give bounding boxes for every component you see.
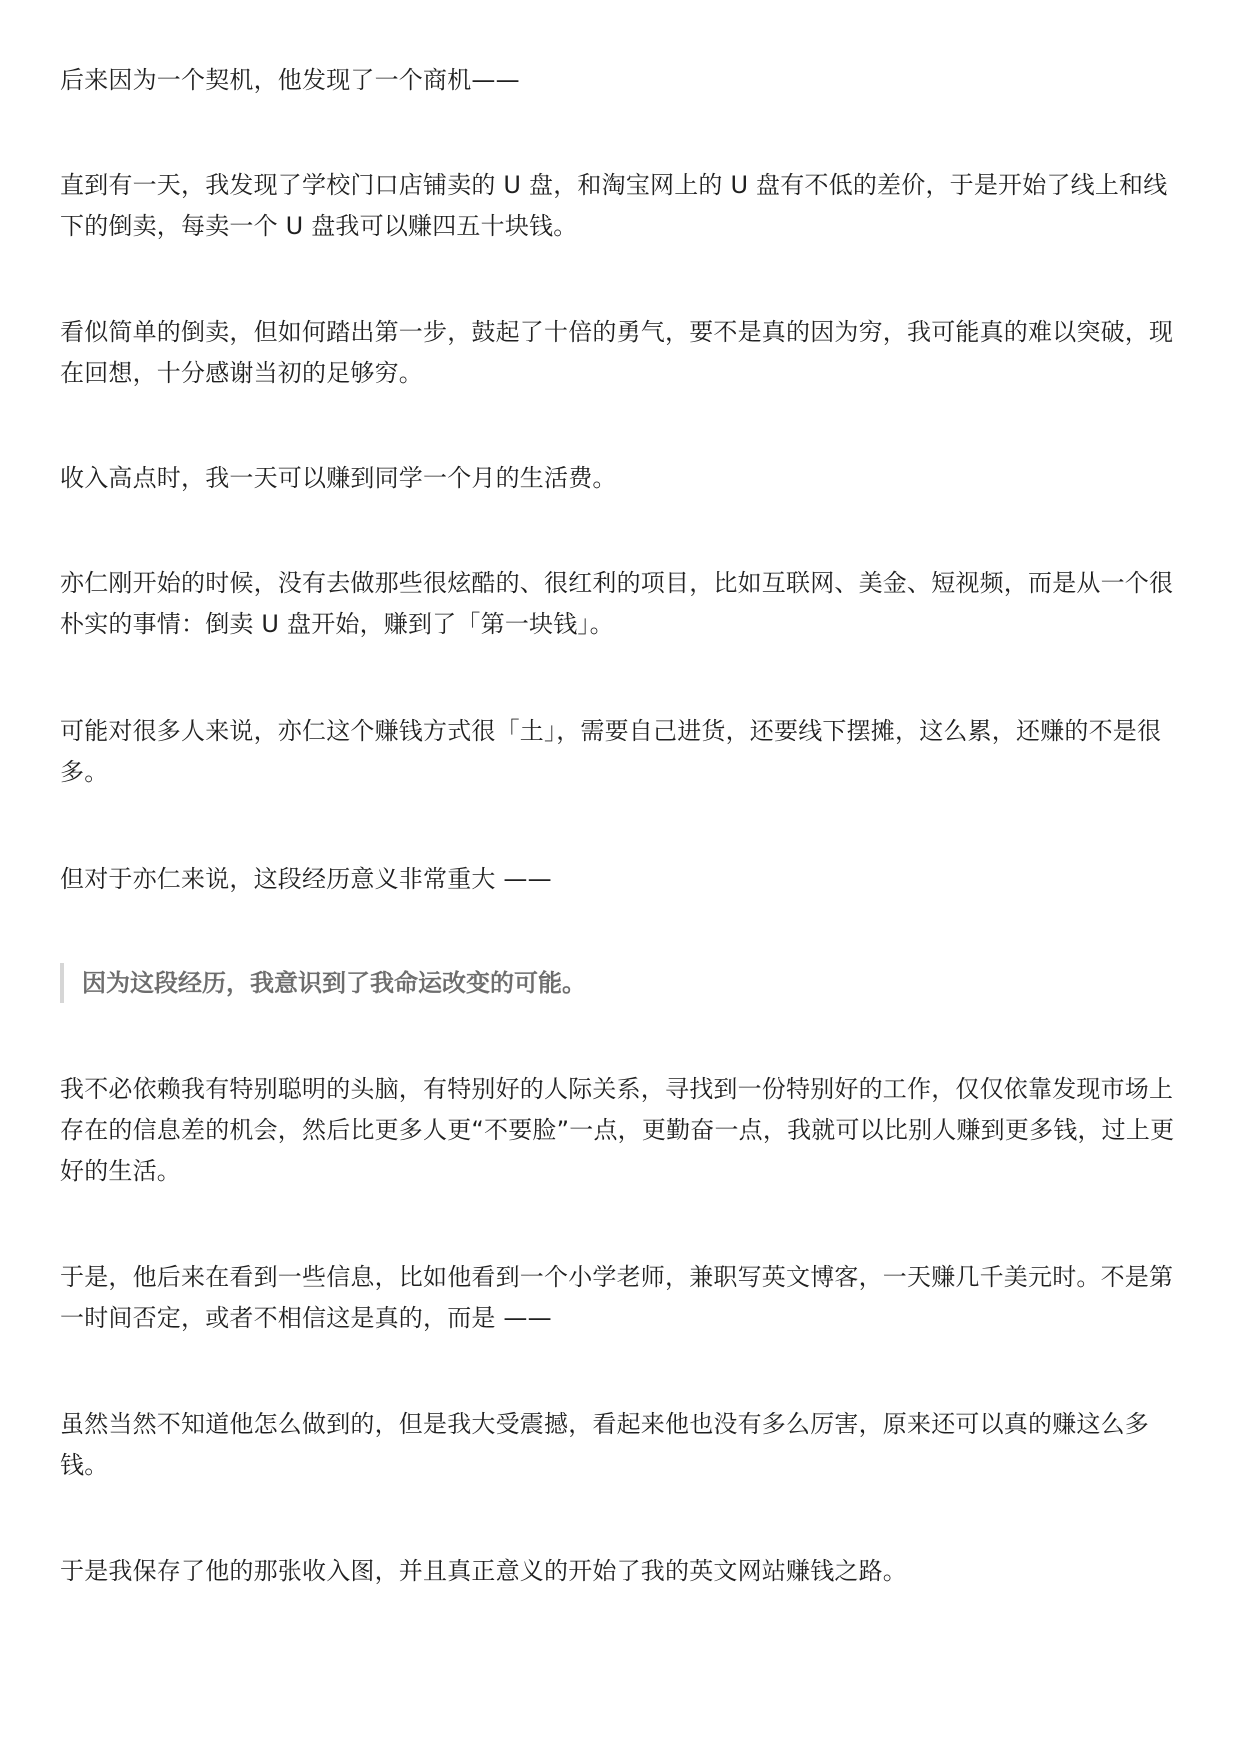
paragraph-4: 收入高点时，我一天可以赚到同学一个月的生活费。 xyxy=(60,464,617,492)
blockquote-text: 因为这段经历，我意识到了我命运改变的可能。 xyxy=(82,969,586,997)
blockquote xyxy=(60,963,1182,1003)
paragraph-8: 我不必依赖我有特别聪明的头脑，有特别好的人际关系，寻找到一份特别好的工作，仅仅依靠发现市场上存在的信息差的机会，然后比更多人更“不要脸”一点，更勤奋一点，我就可以比别人赚到更多钱，过上更好的生活。 xyxy=(60,1075,1175,1185)
paragraph-5: 亦仁刚开始的时候，没有去做那些很炫酷的、很红利的项目，比如互联网、美金、短视频，而是从一个很朴实的事情：倒卖 U 盘开始，赚到了「第一块钱」。 xyxy=(60,569,1174,638)
paragraph-6: 可能对很多人来说，亦仁这个赚钱方式很「土」，需要自己进货，还要线下摆摊，这么累，还赚的不是很多。 xyxy=(60,717,1162,786)
paragraph-7: 但对于亦仁来说，这段经历意义非常重大 —— xyxy=(60,865,552,893)
paragraph-10: 虽然当然不知道他怎么做到的，但是我大受震撼，看起来他也没有多么厉害，原来还可以真的赚这么多钱。 xyxy=(60,1410,1149,1479)
paragraph-1: 后来因为一个契机，他发现了一个商机—— xyxy=(60,66,520,94)
paragraph-11: 于是我保存了他的那张收入图，并且真正意义的开始了我的英文网站赚钱之路。 xyxy=(60,1557,907,1585)
paragraph-2: 直到有一天，我发现了学校门口店铺卖的 U 盘，和淘宝网上的 U 盘有不低的差价，于是开始了线上和线下的倒卖，每卖一个 U 盘我可以赚四五十块钱。 xyxy=(60,171,1168,240)
paragraph-3: 看似简单的倒卖，但如何踏出第一步，鼓起了十倍的勇气，要不是真的因为穷，我可能真的难以突破，现在回想，十分感谢当初的足够穷。 xyxy=(60,318,1174,387)
paragraph-9: 于是，他后来在看到一些信息，比如他看到一个小学老师，兼职写英文博客，一天赚几千美元时。不是第一时间否定，或者不相信这是真的，而是 —— xyxy=(60,1263,1174,1332)
